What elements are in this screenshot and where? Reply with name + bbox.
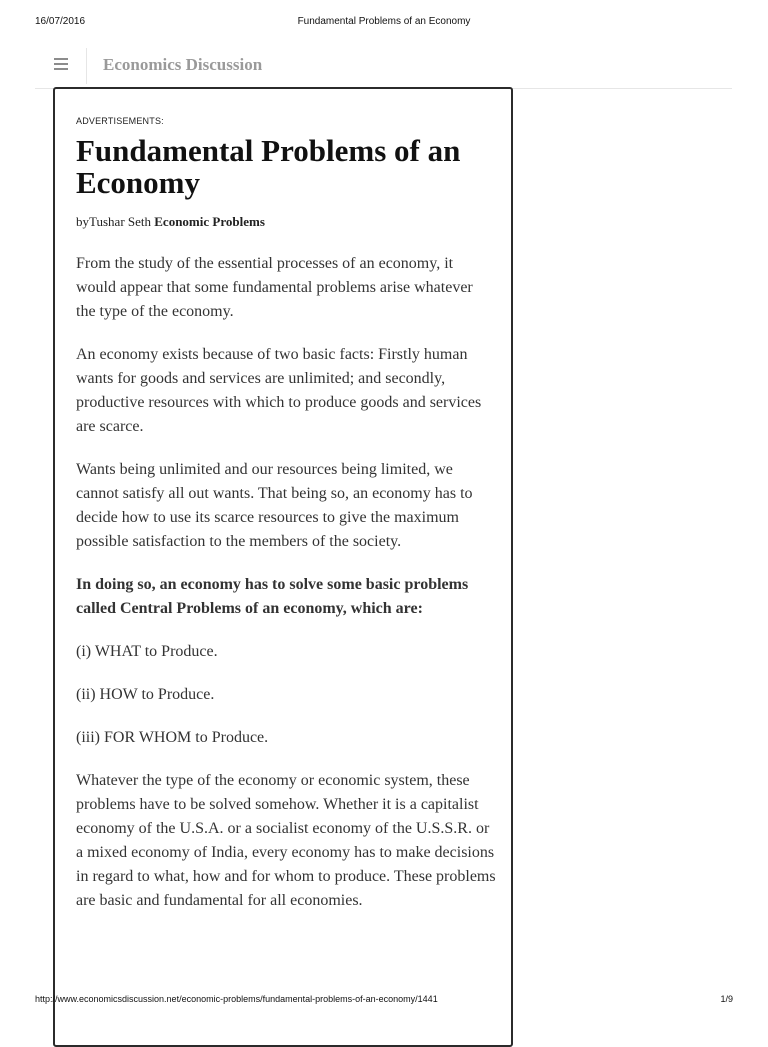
paragraph-economic-systems: Whatever the type of the economy or economic system, these problems have to be solved somehow. Whether it is a capitalist economy of the U.S.A. or a socialist economy of the U.S.S.R. or a mixed economy of India, every economy has to make decisions in regard to what, how and for whom to produce. These problems are basic and fundamental for all economies. xyxy=(76,772,496,909)
article-title: Fundamental Problems of an Economy xyxy=(76,133,461,200)
paragraph-intro: From the study of the essential processes of an economy, it would appear that some fundamental problems arise whatever the type of the economy. xyxy=(76,255,473,320)
hamburger-menu-icon[interactable] xyxy=(54,58,68,70)
list-item-how: (ii) HOW to Produce. xyxy=(76,686,215,703)
print-header xyxy=(35,16,733,32)
advertisements-label: ADVERTISEMENTS: xyxy=(76,116,164,126)
list-item-for-whom: (iii) FOR WHOM to Produce. xyxy=(76,729,269,746)
paragraph-basic-facts: An economy exists because of two basic facts: Firstly human wants for goods and services are unlimited; and secondly, productive resources with which to produce goods and services are scarce. xyxy=(76,346,482,435)
article-body xyxy=(76,116,496,932)
site-header-bar xyxy=(35,44,732,89)
page-number: 1/9 xyxy=(720,994,733,1004)
print-page-title: Fundamental Problems of an Economy xyxy=(297,16,471,27)
print-url: http://www.economicsdiscussion.net/economic-problems/fundamental-problems-of-an-economy/1441 xyxy=(35,994,438,1004)
category-link[interactable]: Economic Problems xyxy=(154,214,265,229)
print-footer xyxy=(35,994,733,1008)
paragraph-wants: Wants being unlimited and our resources being limited, we cannot satisfy all out wants. That being so, an economy has to decide how to use its scarce resources to give the maximum possible satisfaction to the members of the society. xyxy=(76,461,473,550)
print-date: 16/07/2016 xyxy=(35,16,86,27)
author-link[interactable]: Tushar Seth xyxy=(89,214,152,229)
list-item-what: (i) WHAT to Produce. xyxy=(76,643,218,660)
paragraph-central-problems: In doing so, an economy has to solve some basic problems called Central Problems of an economy, which are: xyxy=(76,576,469,617)
byline-prefix: by xyxy=(76,214,89,229)
site-name-link[interactable]: Economics Discussion xyxy=(103,55,263,74)
header-divider xyxy=(86,48,87,84)
byline xyxy=(76,214,496,230)
